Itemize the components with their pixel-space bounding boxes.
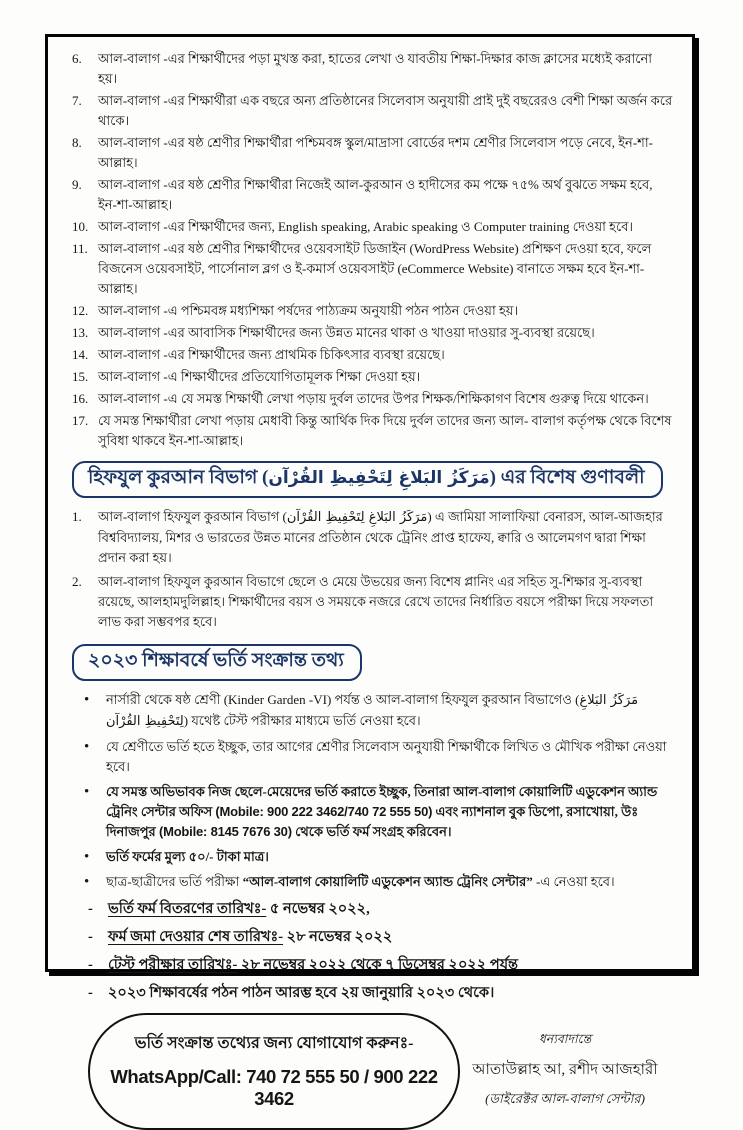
features-list [72,49,674,451]
bullet-text [106,872,674,892]
list-item [72,175,674,215]
bottom-row [72,1013,674,1130]
item-text: আল-বালাগ -এর শিক্ষার্থীদের পড়া মুখস্ত করা, হাতের লেখা ও যাবতীয় শিক্ষা-দিক্ষার কাজ ক্লাসের মধ্যেই করানো হয়। [98,51,652,86]
item-text [98,507,674,568]
section-heading-hifz [72,461,663,498]
item-text: আল-বালাগ -এ পশ্চিমবঙ্গ মধ্যশিক্ষা পর্ষদের পাঠ্যক্রম অনুযায়ী পঠন পাঠন দেওয়া হয়। [98,303,519,318]
item-text: আল-বালাগ -এর ষষ্ঠ শ্রেণীর শিক্ষার্থীরা পশ্চিমবঙ্গ স্কুল/মাদ্রাসা বোর্ডের দশম শ্রেণীর সিলেবাস পড়ে নেবে, ইন-শা-আল্লাহ। [98,135,653,170]
heading-text-bn: হিফযুল কুরআন বিভাগ ( [88,467,269,488]
list-item [72,301,674,321]
date-text [108,953,518,977]
bullet-dot-icon [84,690,106,732]
bullet-text-arabic: مَرَكَزُ البَلاغِ لِتَحْفِيظِ القُرْآن [106,692,639,729]
bullet-dot-icon [84,737,106,777]
signature-block [470,1031,660,1111]
bullet-text [106,782,674,842]
bullet-item [84,872,674,892]
item-text: আল-বালাগ -এ যে সমস্ত শিক্ষার্থী লেখা পড়ায় দুর্বল তাদের উপর শিক্ষক/শিক্ষিকাগণ বিশেষ গুরুত্ব দিয়ে থাকেন। [98,391,649,406]
list-item [72,367,674,387]
center-name-bold: আল-বালাগ কোয়ালিটি এডুকেশন অ্যান্ড ট্রেনিং সেন্টার অফিস [106,783,658,819]
item-number: 7. [72,93,82,108]
item-number: 13. [72,325,89,340]
heading-text-bn: ২০২৩ শিক্ষাবর্ষে ভর্তি সংক্রান্ত তথ্য [88,649,344,671]
bullet-text-bn: ) যথেষ্ট টেস্ট পরীক্ষার মাধ্যমে ভর্তি নেওয়া হবে। [183,712,421,728]
date-label: ফর্ম জমা দেওয়ার শেষ তারিখঃ- [108,928,284,945]
contact-heading: ভর্তি সংক্রান্ত তথ্যের জন্য যোগাযোগ করুনঃ- [134,1034,414,1052]
item-text-bn: ) এ জামিয়া সালাফিয়া বেনারস, আল-আজহার বিশ্ববিদ্যালয়, মিশর ও ভারতের উন্নত মানের প্রতিষ্ঠান থেকে ট্রেনিং প্রাপ্ত হাফেয, ক্বারি ও আলেমগণ দ্বারা শিক্ষা প্রদান করা হয়। [98,508,663,565]
item-number: 14. [72,347,89,362]
bullet-item [84,782,674,842]
contact-box [88,1013,460,1130]
admission-bullets [72,690,674,892]
date-value: ২৮ নভেম্বর ২০২২ [283,928,393,945]
bullet-text-bn: থেকে ভর্তি ফর্ম সংগ্রহ করিবেন। [291,823,452,839]
item-number: 8. [72,135,82,150]
item-text: আল-বালাগ -এর ষষ্ঠ শ্রেণীর শিক্ষার্থীদের ওয়েবসাইট ডিজাইন (WordPress Website) প্রশিক্ষণ দেওয়া হবে, ফলে বিজনেস ওয়েবসাইট, পার্সোনাল ব্লগ ও ই-কমার্স ওয়েবসাইট (eCommerce Website) বানাতে সক্ষম হবে ইন-শা-আল্লাহ। [98,241,652,296]
dash-icon [88,981,108,1005]
dash-icon [88,897,108,921]
list-item [72,217,674,237]
section-heading-admission [72,644,362,681]
bullet-text-bn: নার্সারী থেকে ষষ্ঠ শ্রেণী (Kinder Garden -VI) পর্যন্ত ও আল-বালাগ হিফযুল কুরআন বিভাগেও ( [106,691,580,707]
list-item [72,323,674,343]
item-text: আল-বালাগ -এ শিক্ষার্থীদের প্রতিযোগিতামূলক শিক্ষা দেওয়া হয়। [98,369,421,384]
date-value: ২৮ নভেম্বর ২০২২ থেকে ৭ ডিসেম্বর ২০২২ পর্যন্ত [237,956,519,973]
bullet-dot-icon [84,872,106,892]
date-label: ভর্তি ফর্ম বিতরণের তারিখঃ- [108,900,267,917]
item-text-bn: আল-বালাগ হিফযুল কুরআন বিভাগ ( [98,508,287,524]
item-text-arabic: مَرَكَزُ البَلاغِ لِتَحْفِيظِ القُرْآن [286,509,428,525]
heading-text-arabic: مَرَكَزُ البَلاغِ لِتَحْفِيظِ القُرْآن [268,468,490,488]
date-text [108,925,392,949]
bullet-item [84,847,674,867]
date-line [88,953,674,977]
item-text: আল-বালাগ -এর ষষ্ঠ শ্রেণীর শিক্ষার্থীরা নিজেই আল-কুরআন ও হাদীসের কম পক্ষে ৭৫% অর্থ বুঝতে সক্ষম হবে, ইন-শা-আল্লাহ। [98,177,653,212]
signature-title: (ডাইরেক্টর আল-বালাগ সেন্টার) [485,1091,645,1106]
item-text: আল-বালাগ -এর শিক্ষার্থীদের জন্য, English speaking, Arabic speaking ও Computer training দেওয়া হবে। [98,219,634,234]
item-number: 2. [72,573,82,589]
bullet-text-bn: -এ নেওয়া হবে। [532,873,615,889]
dash-icon [88,953,108,977]
item-text: আল-বালাগ -এর শিক্ষার্থীরা এক বছরে অন্য প্রতিষ্ঠানের সিলেবাস অনুযায়ী প্রাই দুই বছরেরও বেশী শিক্ষা অর্জন করে থাকে। [98,93,673,128]
list-item [72,133,674,173]
bullet-text-bn: ছাত্র-ছাত্রীদের ভর্তি পরীক্ষা [106,873,243,889]
date-text [108,897,370,921]
date-value: ২০২৩ শিক্ষাবর্ষের পঠন পাঠন আরম্ভ হবে ২য় জানুয়ারি ২০২৩ থেকে। [108,984,495,1001]
item-text: আল-বালাগ -এর শিক্ষার্থীদের জন্য প্রাথমিক চিকিৎসার ব্যবস্থা রয়েছে। [98,347,445,362]
mobile-number-office: (Mobile: 900 222 3462/740 72 555 50) [215,803,433,819]
bullet-dot-icon [84,782,106,842]
bullet-item [84,690,674,732]
item-number: 17. [72,413,89,428]
item-text: যে সমস্ত শিক্ষার্থীরা লেখা পড়ায় মেধাবী কিন্তু আর্থিক দিক দিয়ে দুর্বল তাদের জন্য আল- বালাগ কর্তৃপক্ষ থেকে বিশেষ সুবিধা থাকবে ইন-শা-আল্লাহ। [98,413,672,448]
item-number: 1. [72,508,82,524]
item-number: 10. [72,219,89,234]
mobile-number-depot: (Mobile: 8145 7676 30) [158,823,292,839]
item-number: 15. [72,369,89,384]
item-number: 11. [72,241,88,256]
document-frame [45,34,695,1109]
bullet-text: যে শ্রেণীতে ভর্তি হতে ইচ্ছুক, তার আগের শ্রেণীর সিলেবাস অনুযায়ী শিক্ষার্থীকে লিখিত ও মৌখিক পরীক্ষা নেওয়া হবে। [106,738,667,774]
date-value: ৫ নভেম্বর ২০২২, [266,900,370,917]
item-number: 12. [72,303,89,318]
list-item [72,345,674,365]
date-label: টেস্ট পরীক্ষার তারিখঃ- [108,956,238,973]
list-item [72,411,674,451]
signature-name: আতাউল্লাহ আ, রশীদ আজহারী [472,1062,658,1078]
heading-text-bn: ) এর বিশেষ গুণাবলী [489,467,645,488]
bullet-text-bn: যে সমস্ত অভিভাবক নিজ ছেলে-মেয়েদের ভর্তি করাতে ইচ্ছুক, তিনারা [106,783,454,799]
list-item [72,572,674,632]
date-line [88,925,674,949]
item-number: 16. [72,391,89,406]
date-line [88,897,674,921]
dash-icon [88,925,108,949]
list-item [72,389,674,409]
contact-phone-numbers: WhatsApp/Call: 740 72 555 50 / 900 222 3462 [110,1065,438,1109]
list-item [72,91,674,131]
list-item [72,239,674,299]
hifz-list [72,507,674,632]
list-item [72,507,674,568]
bullet-text: ভর্তি ফর্মের মুল্য ৫০/- টাকা মাত্র। [106,848,269,864]
date-text [108,981,494,1005]
center-name-quoted: “আল-বালাগ কোয়ালিটি এডুকেশন অ্যান্ড ট্রেনিং সেন্টার” [242,873,533,889]
bullet-text [106,690,674,732]
bullet-dot-icon [84,847,106,867]
bullet-item [84,737,674,777]
item-number: 9. [72,177,82,192]
date-line [88,981,674,1005]
list-item [72,49,674,89]
item-number: 6. [72,51,82,66]
bullet-text-bn: এবং ন্যাশনাল বুক ডিপো, রসাখোয়া, উঃ দিনাজপুর [106,803,639,839]
item-text: আল-বালাগ -এর আবাসিক শিক্ষার্থীদের জন্য উন্নত মানের থাকা ও খাওয়া দাওয়ার সু-ব্যবস্থা রয়েছে। [98,325,595,340]
dates-list [72,897,674,1005]
signature-salutation: ধন্যবাদান্তে [538,1032,592,1046]
item-text: আল-বালাগ হিফযুল কুরআন বিভাগে ছেলে ও মেয়ে উভয়ের জন্য বিশেষ প্লানিং এর সহিত সু-শিক্ষার সু-ব্যবস্থা রয়েছে, আলহামদুলিল্লাহ। শিক্ষার্থীদের বয়স ও সময়কে নজরে রেখে তাদের নির্ধারিত বয়সে পরীক্ষা দিয়ে সফলতা লাভ করা সম্ভবপর হবে। [98,573,654,629]
